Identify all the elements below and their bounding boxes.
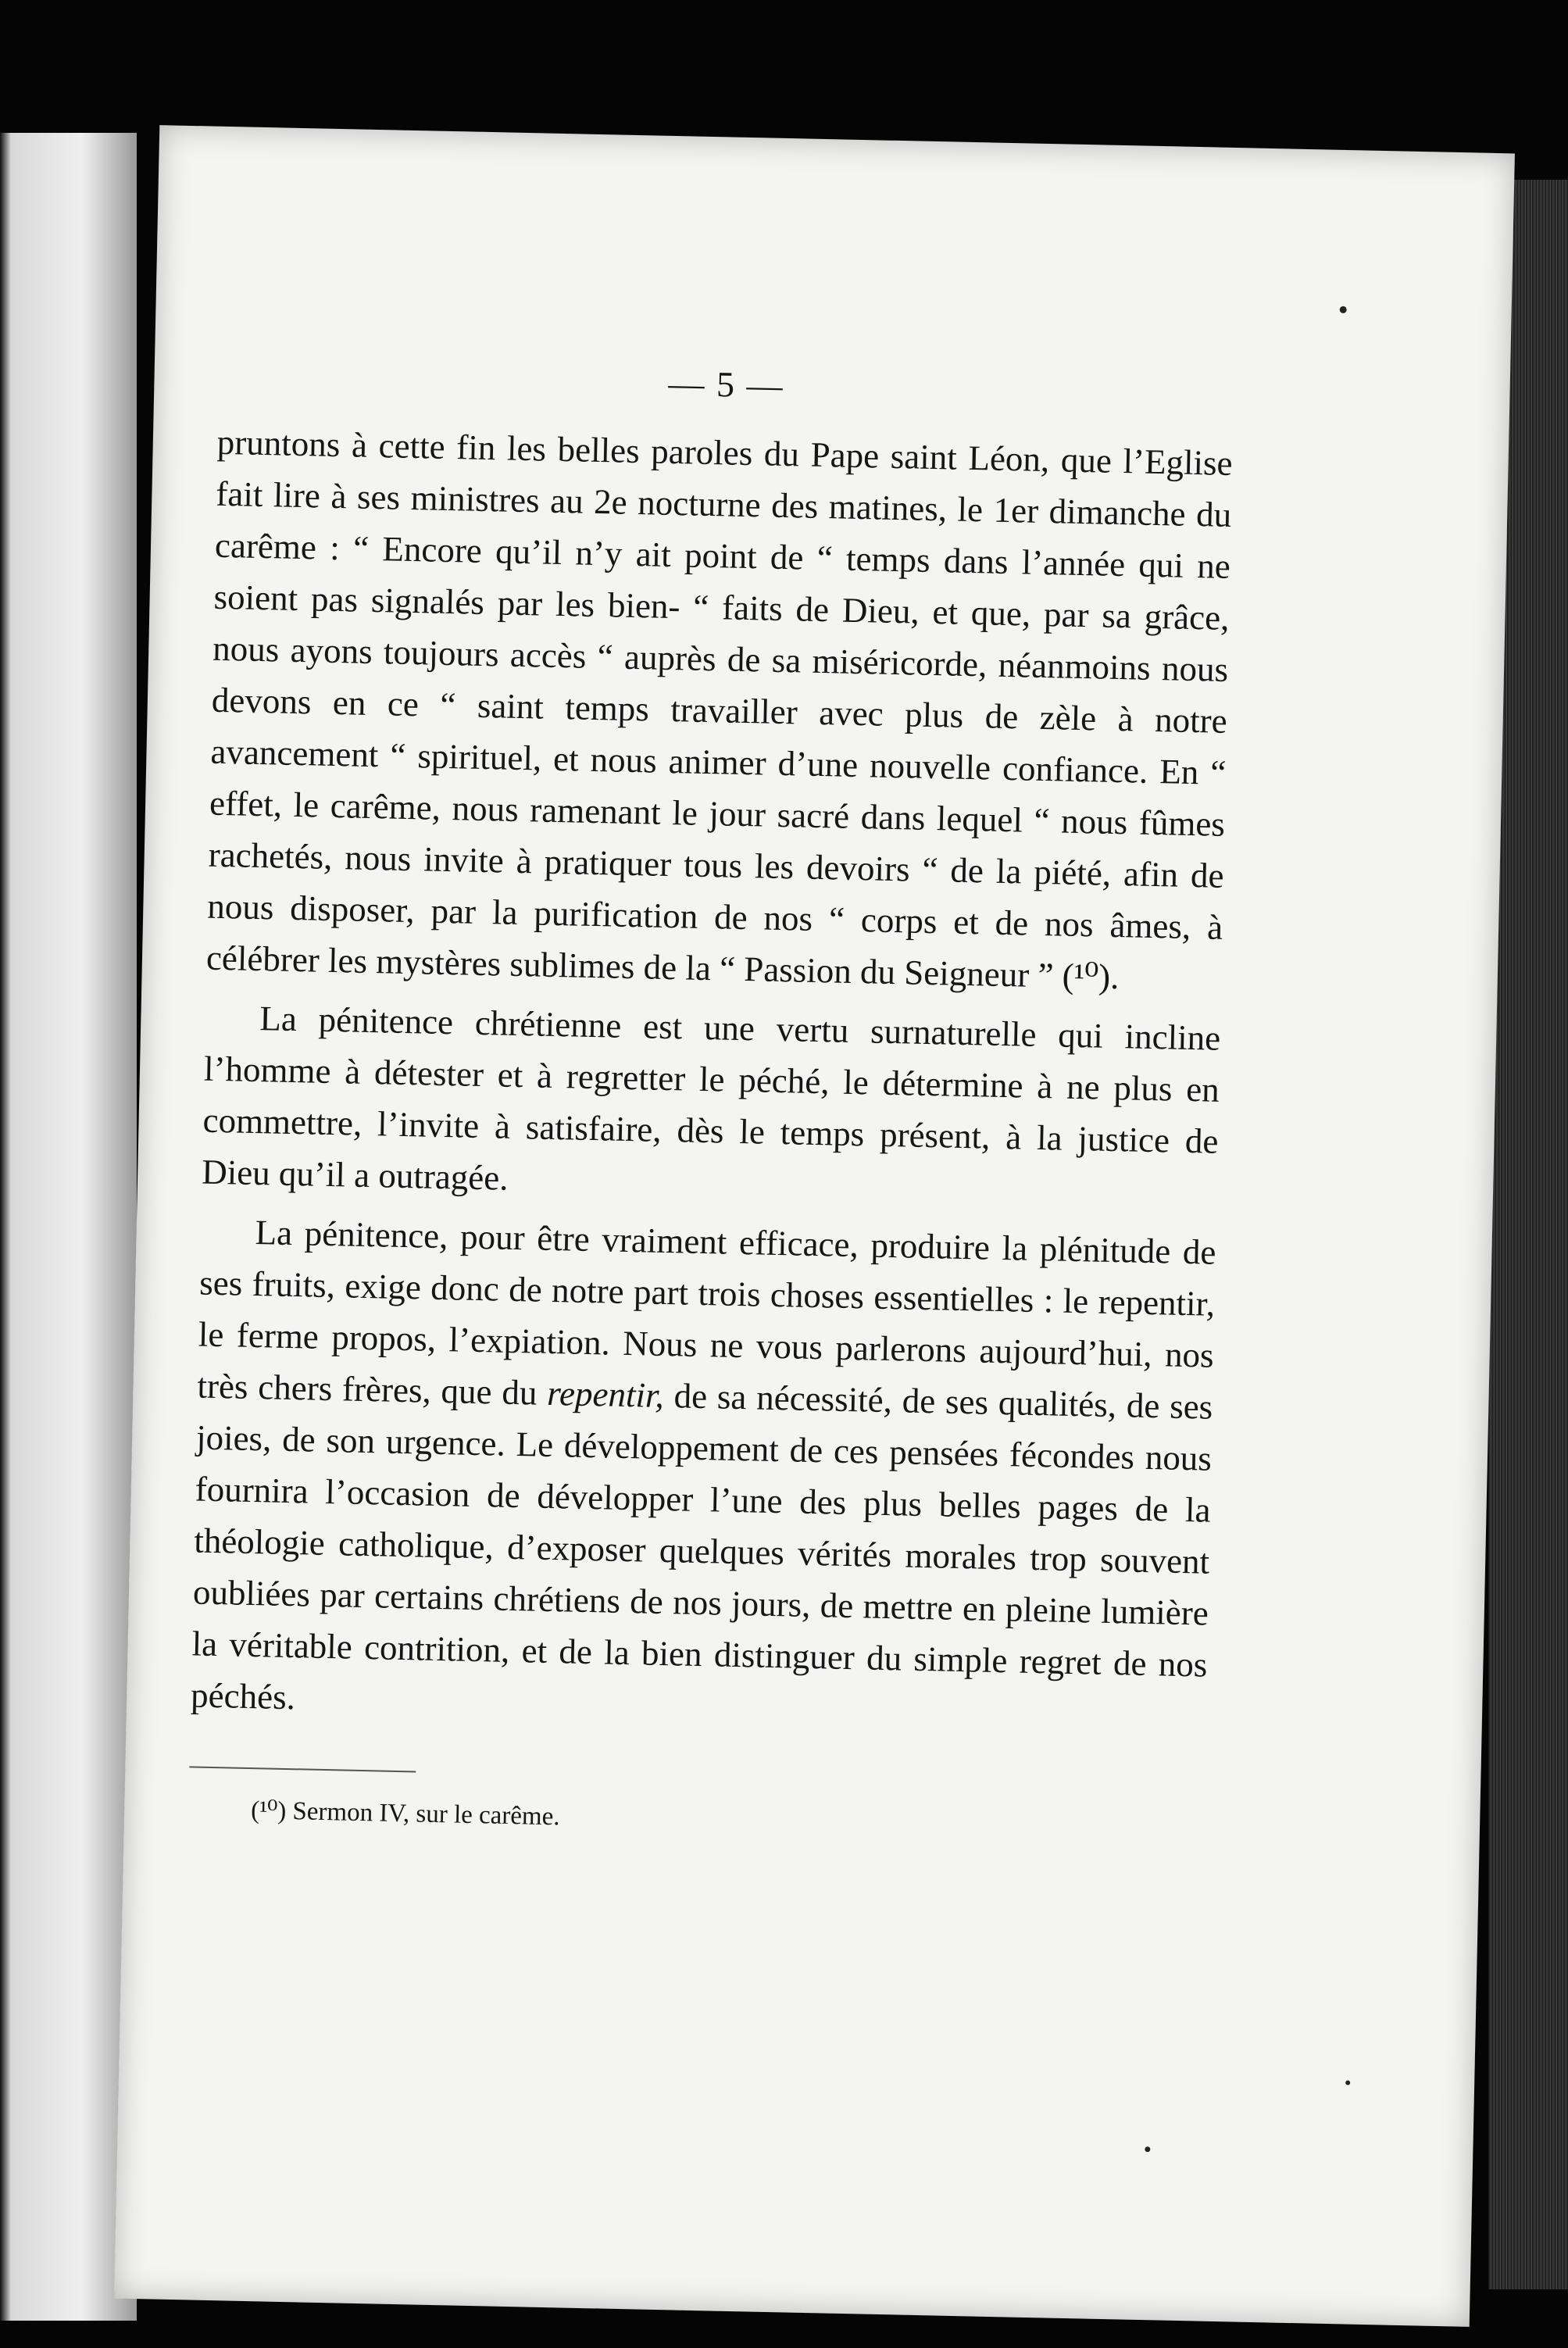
paragraph-2: La pénitence chrétienne est une vertu surnaturelle qui incline l’homme à détester et à regretter le péché, le détermine à ne plus en commettre, l’invite à satisfaire, dès le temps présent, à la justice de Dieu qu’il a outragée. [201, 999, 1221, 1198]
book-page [114, 125, 1515, 2327]
paragraph-3-lead: La pénitence, pour être vraiment efficace, produire la plénitude de ses fruits, exige donc de notre part trois choses essentielles : le repentir, le ferme propos, l’expiation. Nous ne vous parlerons aujourd’hui, nos très chers frères, que du [197, 1213, 1216, 1413]
paragraph-3-italic-word: repentir, [546, 1373, 665, 1416]
dust-speck [1345, 2080, 1350, 2085]
footnote-rule [189, 1766, 416, 1772]
facing-page-edge [0, 133, 137, 2321]
dust-speck [1145, 2146, 1150, 2152]
dust-speck [1340, 306, 1347, 313]
paragraph-3-rest: de sa nécessité, de ses qualités, de ses joies, de son urgence. Le développement de ces pensées fécondes nous fournira l’occasion de développer l’une des plus belles pages de la théologie catholique, d’exposer quelques vérités morales trop souvent oubliées par certains chrétiens de nos jours, de mettre en pleine lumière la véritable contrition, et de la bien distinguer du simple regret de nos péchés. [190, 1376, 1213, 1717]
paragraph-3 [191, 1206, 1217, 1742]
paragraph-1: pruntons à cette fin les belles paroles du Pape saint Léon, que l’Eglise fait lire à ses ministres au 2e nocturne des matines, le 1er dimanche du carême : “ Encore qu’il n’y ait point de “ temps dans l’année qui ne soient pas signalés par les bien- “ faits de Dieu, et que, par sa grâce, nous ayons toujours accès “ auprès de sa miséricorde, néanmoins nous devons en ce “ saint temps travailler avec plus de zèle à notre avancement “ spirituel, et nous animer d’une nouvelle confiance. En “ effet, le carême, nous ramenant le jour sacré dans lequel “ nous fûmes rachetés, nous invite à pratiquer tous les devoirs “ de la piété, afin de nous disposer, par la purification de nos “ corps et de nos âmes, à célébrer les mystères sublimes de la “ Passion du Seigneur ” (¹⁰). [205, 422, 1234, 997]
page-text-block [188, 353, 1234, 1849]
page-number: — 5 — [668, 363, 785, 406]
footnote: (¹⁰) Sermon IV, sur le carême. [250, 1796, 560, 1832]
